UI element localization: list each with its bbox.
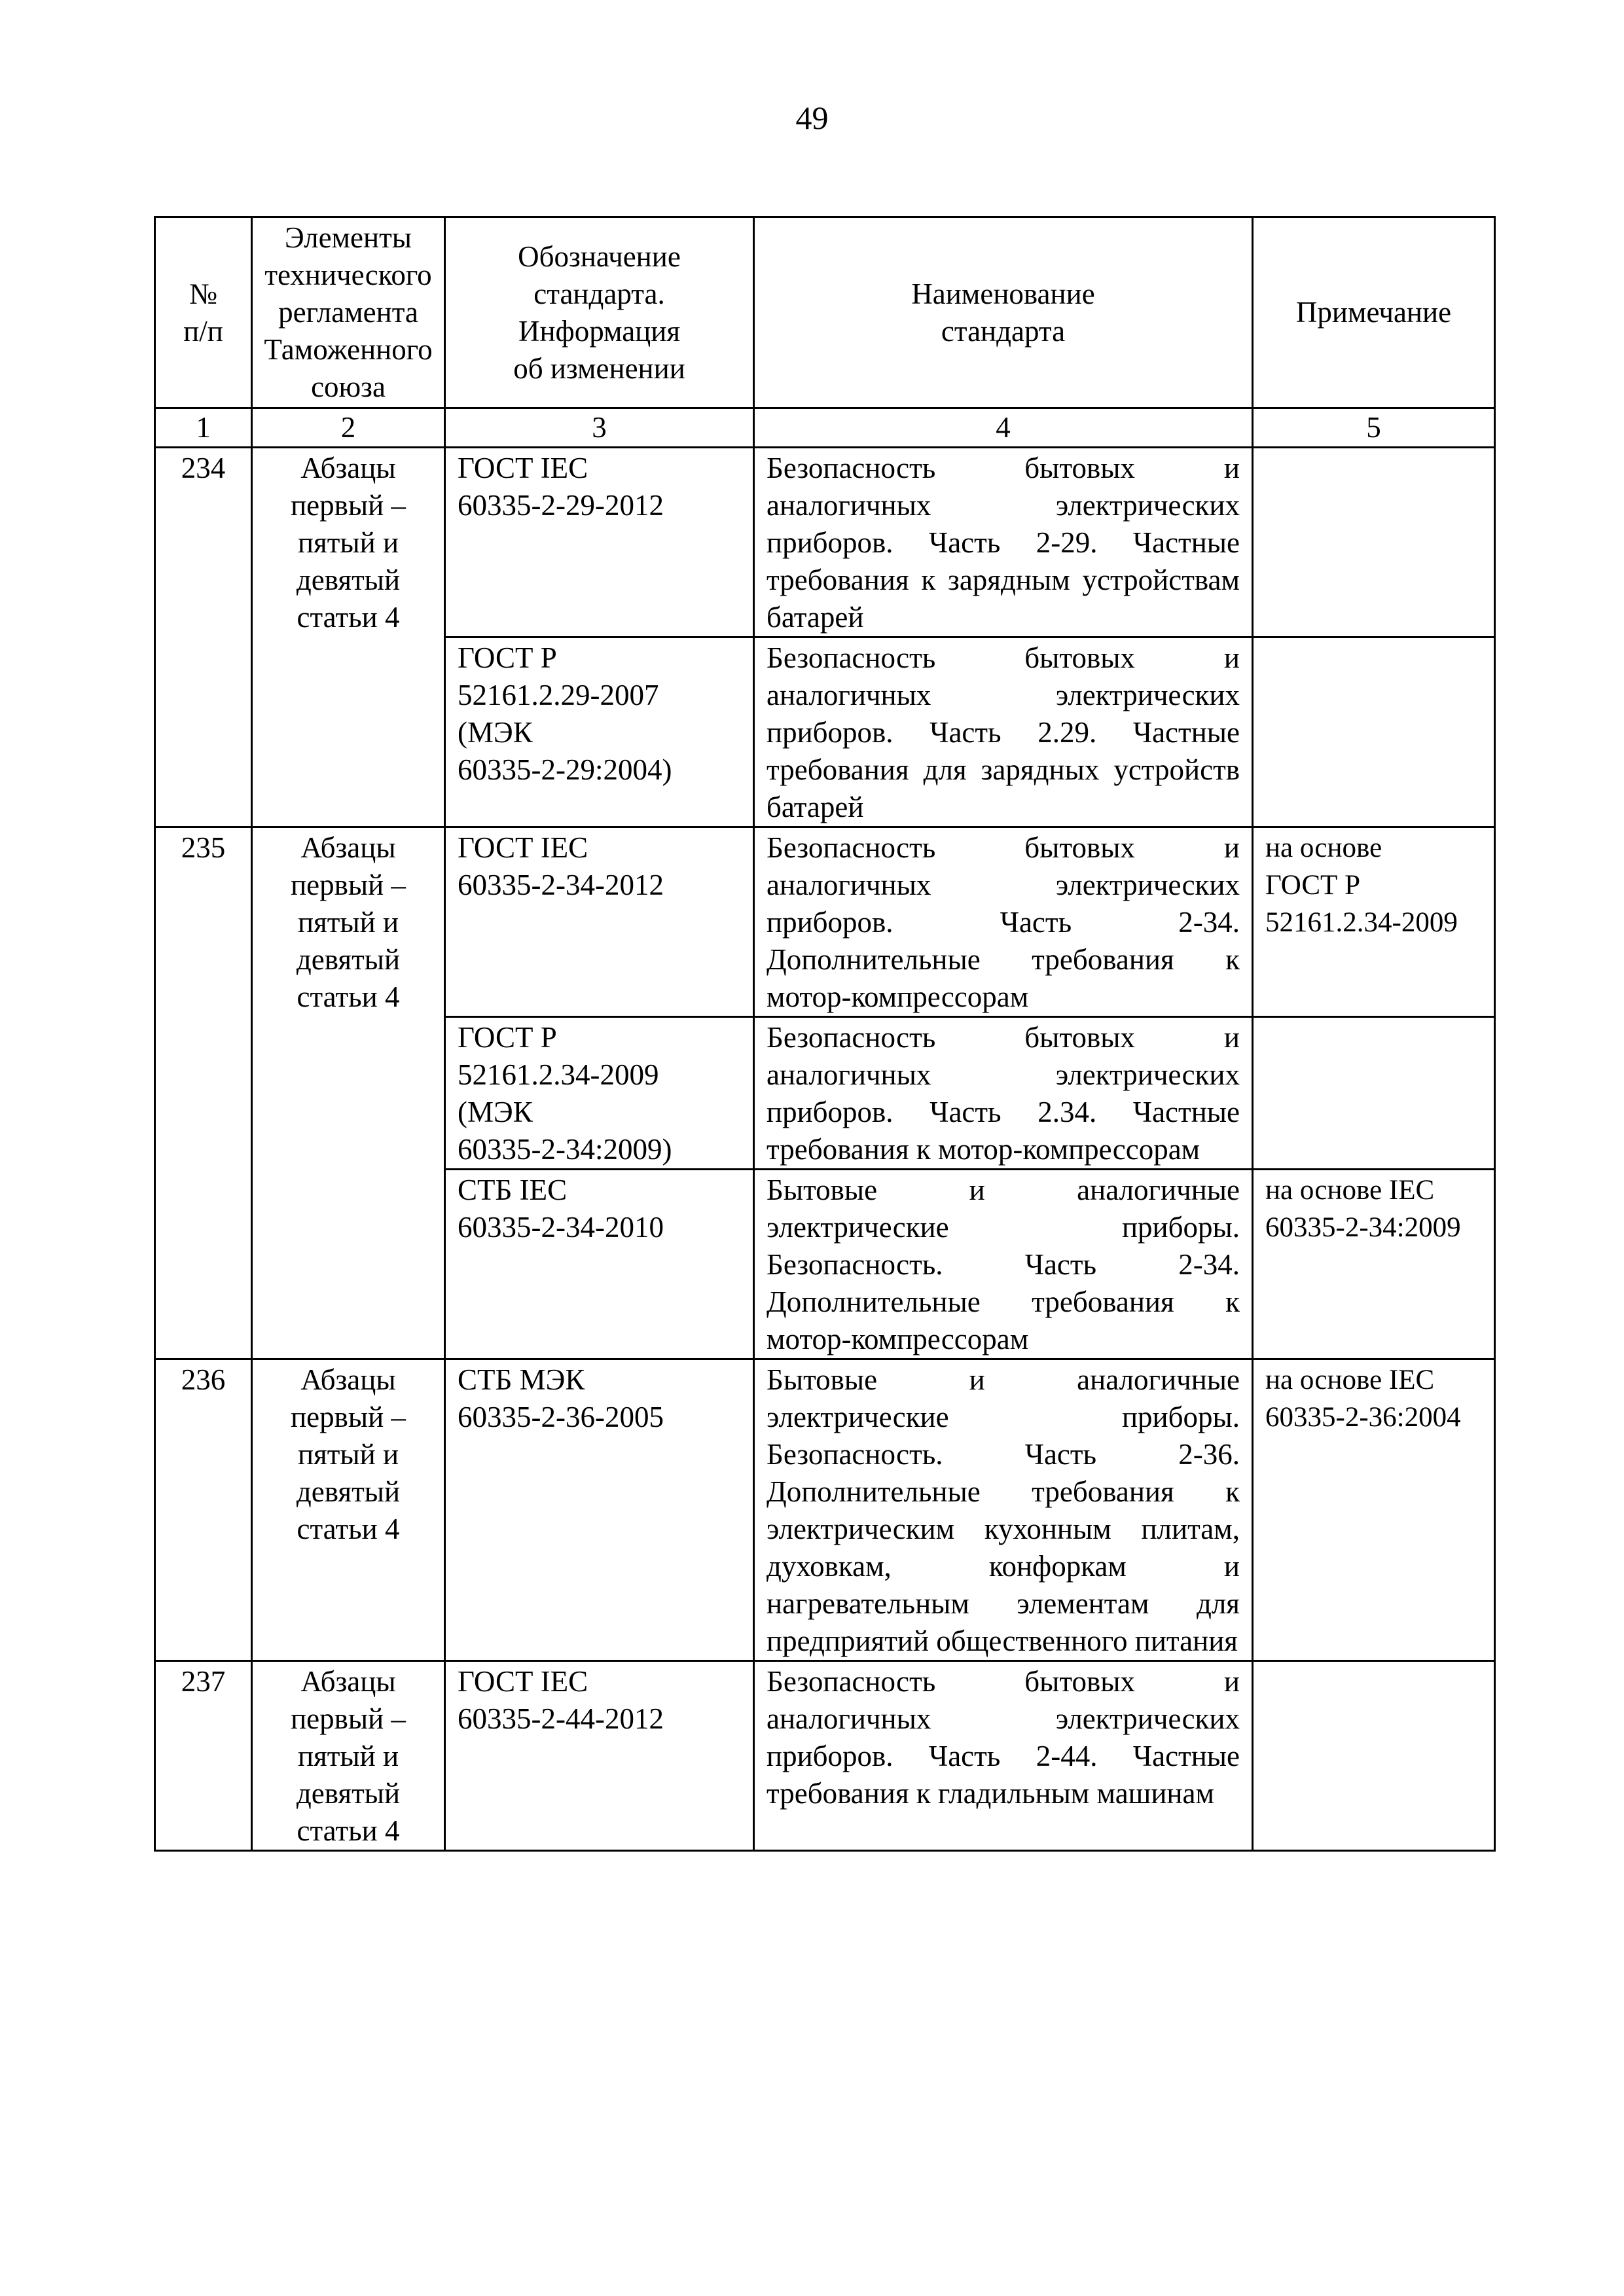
standard-note: [1253, 1017, 1495, 1170]
standard-name: Безопасность бытовых и аналогичных электрических приборов. Часть 2.34. Частные требования к мотор-компрессорам: [754, 1017, 1253, 1170]
standard-name: Бытовые и аналогичные электрические приборы. Безопасность. Часть 2-36. Дополнительные требования к электрическим кухонным плитам, духовкам, конфоркам и нагревательным элементам для предприятий общественного питания: [754, 1359, 1253, 1661]
table-row: [155, 1661, 1495, 1851]
column-number: 4: [754, 408, 1253, 448]
standard-designation: ГОСТ Р 52161.2.29-2007 (МЭК 60335-2-29:2004): [445, 637, 754, 827]
header-note: Примечание: [1253, 217, 1495, 408]
standards-table: [154, 216, 1496, 1852]
page-number: 49: [795, 99, 829, 136]
standard-designation: ГОСТ IEC 60335-2-34-2012: [445, 827, 754, 1017]
header-element: Элементы технического регламента Таможенного союза: [252, 217, 445, 408]
standard-designation: СТБ МЭК 60335-2-36-2005: [445, 1359, 754, 1661]
header-designation: Обозначение стандарта. Информация об изменении: [445, 217, 754, 408]
column-number: 3: [445, 408, 754, 448]
standard-designation: ГОСТ Р 52161.2.34-2009 (МЭК 60335-2-34:2009): [445, 1017, 754, 1170]
standard-note: на основе IEC 60335-2-34:2009: [1253, 1170, 1495, 1359]
column-number-row: [155, 408, 1495, 448]
standard-designation: СТБ IEC 60335-2-34-2010: [445, 1170, 754, 1359]
table-row: [155, 827, 1495, 1017]
row-number: 236: [155, 1359, 252, 1661]
row-number: 237: [155, 1661, 252, 1851]
standard-name: Безопасность бытовых и аналогичных электрических приборов. Часть 2-34. Дополнительные требования к мотор-компрессорам: [754, 827, 1253, 1017]
regulation-element: Абзацы первый – пятый и девятый статьи 4: [252, 448, 445, 827]
standard-note: на основе ГОСТ Р 52161.2.34-2009: [1253, 827, 1495, 1017]
standard-name: Безопасность бытовых и аналогичных электрических приборов. Часть 2.29. Частные требования для зарядных устройств батарей: [754, 637, 1253, 827]
header-number: № п/п: [155, 217, 252, 408]
standard-note: [1253, 637, 1495, 827]
table-row: [155, 1359, 1495, 1661]
standard-note: [1253, 1661, 1495, 1851]
row-number: 234: [155, 448, 252, 827]
standard-designation: ГОСТ IEC 60335-2-29-2012: [445, 448, 754, 637]
standard-name: Безопасность бытовых и аналогичных электрических приборов. Часть 2-44. Частные требования к гладильным машинам: [754, 1661, 1253, 1851]
standard-name: Безопасность бытовых и аналогичных электрических приборов. Часть 2-29. Частные требования к зарядным устройствам батарей: [754, 448, 1253, 637]
regulation-element: Абзацы первый – пятый и девятый статьи 4: [252, 1359, 445, 1661]
regulation-element: Абзацы первый – пятый и девятый статьи 4: [252, 827, 445, 1359]
standard-name: Бытовые и аналогичные электрические приборы. Безопасность. Часть 2-34. Дополнительные требования к мотор-компрессорам: [754, 1170, 1253, 1359]
standard-note: на основе IEC 60335-2-36:2004: [1253, 1359, 1495, 1661]
regulation-element: Абзацы первый – пятый и девятый статьи 4: [252, 1661, 445, 1851]
header-row: [155, 217, 1495, 408]
column-number: 1: [155, 408, 252, 448]
standard-designation: ГОСТ IEC 60335-2-44-2012: [445, 1661, 754, 1851]
column-number: 5: [1253, 408, 1495, 448]
header-name: Наименование стандарта: [754, 217, 1253, 408]
standard-note: [1253, 448, 1495, 637]
table-row: [155, 448, 1495, 637]
row-number: 235: [155, 827, 252, 1359]
column-number: 2: [252, 408, 445, 448]
